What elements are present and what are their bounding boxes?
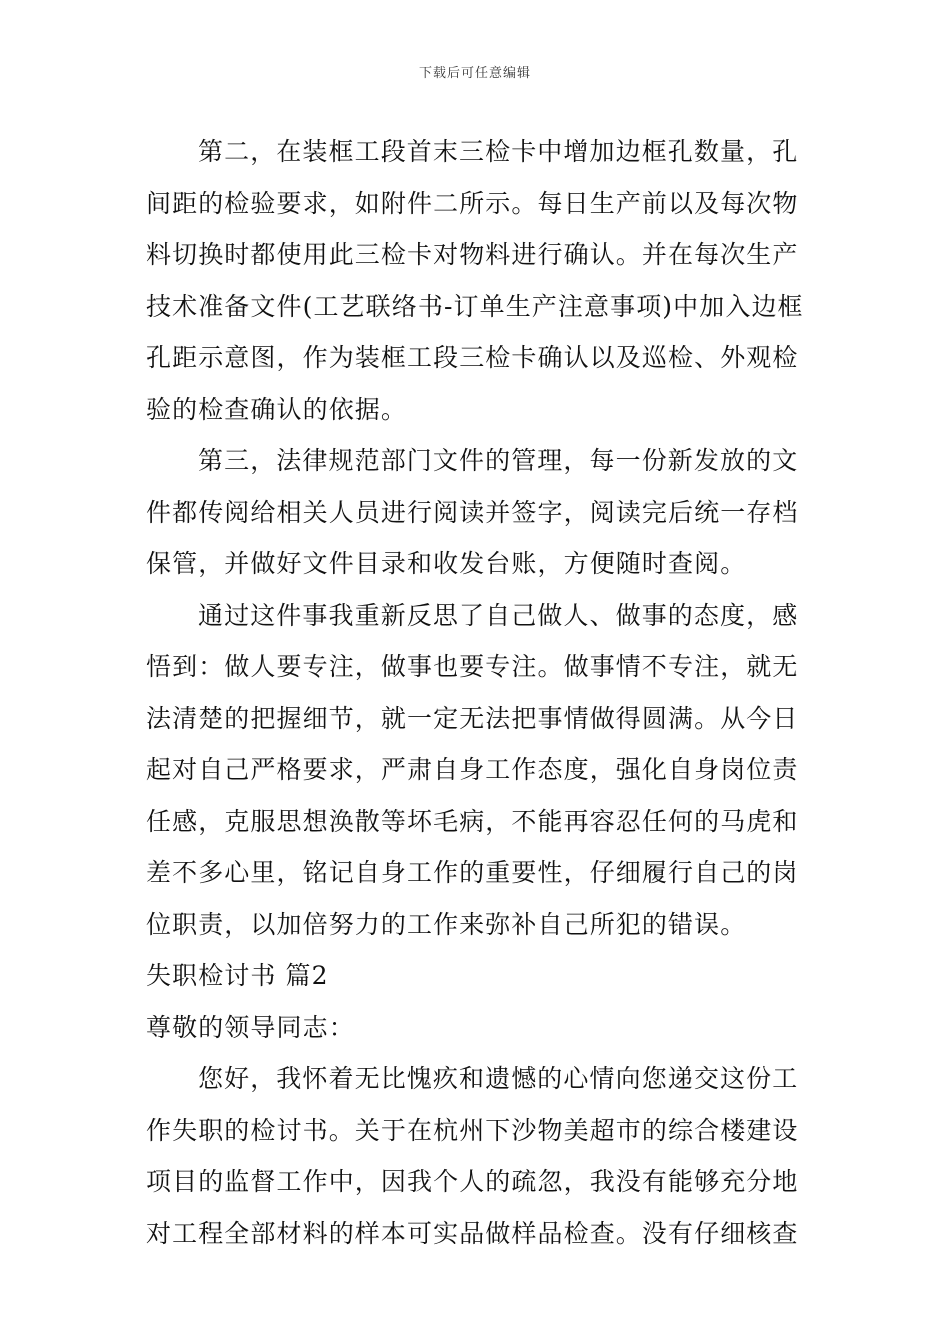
text-line: 对工程全部材料的样本可实品做样品检查。没有仔细核查: [146, 1218, 799, 1248]
text-line: 法清楚的把握细节，就一定无法把事情做得圆满。从今日: [146, 703, 799, 733]
text-line: 保管，并做好文件目录和收发台账，方便随时查阅。: [146, 549, 747, 578]
text-line: 第三，法律规范部门文件的管理，每一份新发放的文: [198, 446, 799, 475]
text-line: 验的检查确认的依据。: [146, 394, 408, 424]
text-line: 作失职的检讨书。关于在杭州下沙物美超市的综合楼建设: [146, 1115, 799, 1145]
page-header: 下载后可任意编辑: [418, 66, 531, 81]
text-line: 通过这件事我重新反思了自己做人、做事的态度，感: [198, 600, 799, 630]
text-line: 孔距示意图，作为装框工段三检卡确认以及巡检、外观检: [146, 343, 799, 372]
text-line: 差不多心里，铭记自身工作的重要性，仔细履行自己的岗: [146, 858, 799, 887]
text-line: 第二，在装框工段首末三检卡中增加边框孔数量，孔: [198, 137, 799, 166]
text-line: 位职责，以加倍努力的工作来弥补自己所犯的错误。: [146, 909, 747, 939]
document-body: [146, 126, 808, 1259]
text-line: 技术准备文件(工艺联络书-订单生产注意事项)中加入边框: [146, 291, 804, 321]
text-line: 任感，克服思想涣散等坏毛病，不能再容忍任何的马虎和: [146, 806, 799, 836]
text-line: 间距的检验要求，如附件二所示。每日生产前以及每次物: [146, 188, 799, 218]
section-heading: 失职检讨书 篇2: [146, 961, 329, 990]
text-line: 项目的监督工作中，因我个人的疏忽，我没有能够充分地: [146, 1167, 799, 1196]
text-line: 您好，我怀着无比愧疚和遗憾的心情向您递交这份工: [198, 1064, 799, 1093]
text-line: 件都传阅给相关人员进行阅读并签字，阅读完后统一存档: [146, 497, 799, 527]
text-line: 料切换时都使用此三检卡对物料进行确认。并在每次生产: [146, 240, 799, 269]
text-line: 悟到：做人要专注，做事也要专注。做事情不专注，就无: [146, 652, 799, 681]
salutation: 尊敬的领导同志：: [146, 1012, 355, 1042]
text-line: 起对自己严格要求，严肃自身工作态度，强化自身岗位责: [146, 755, 799, 784]
